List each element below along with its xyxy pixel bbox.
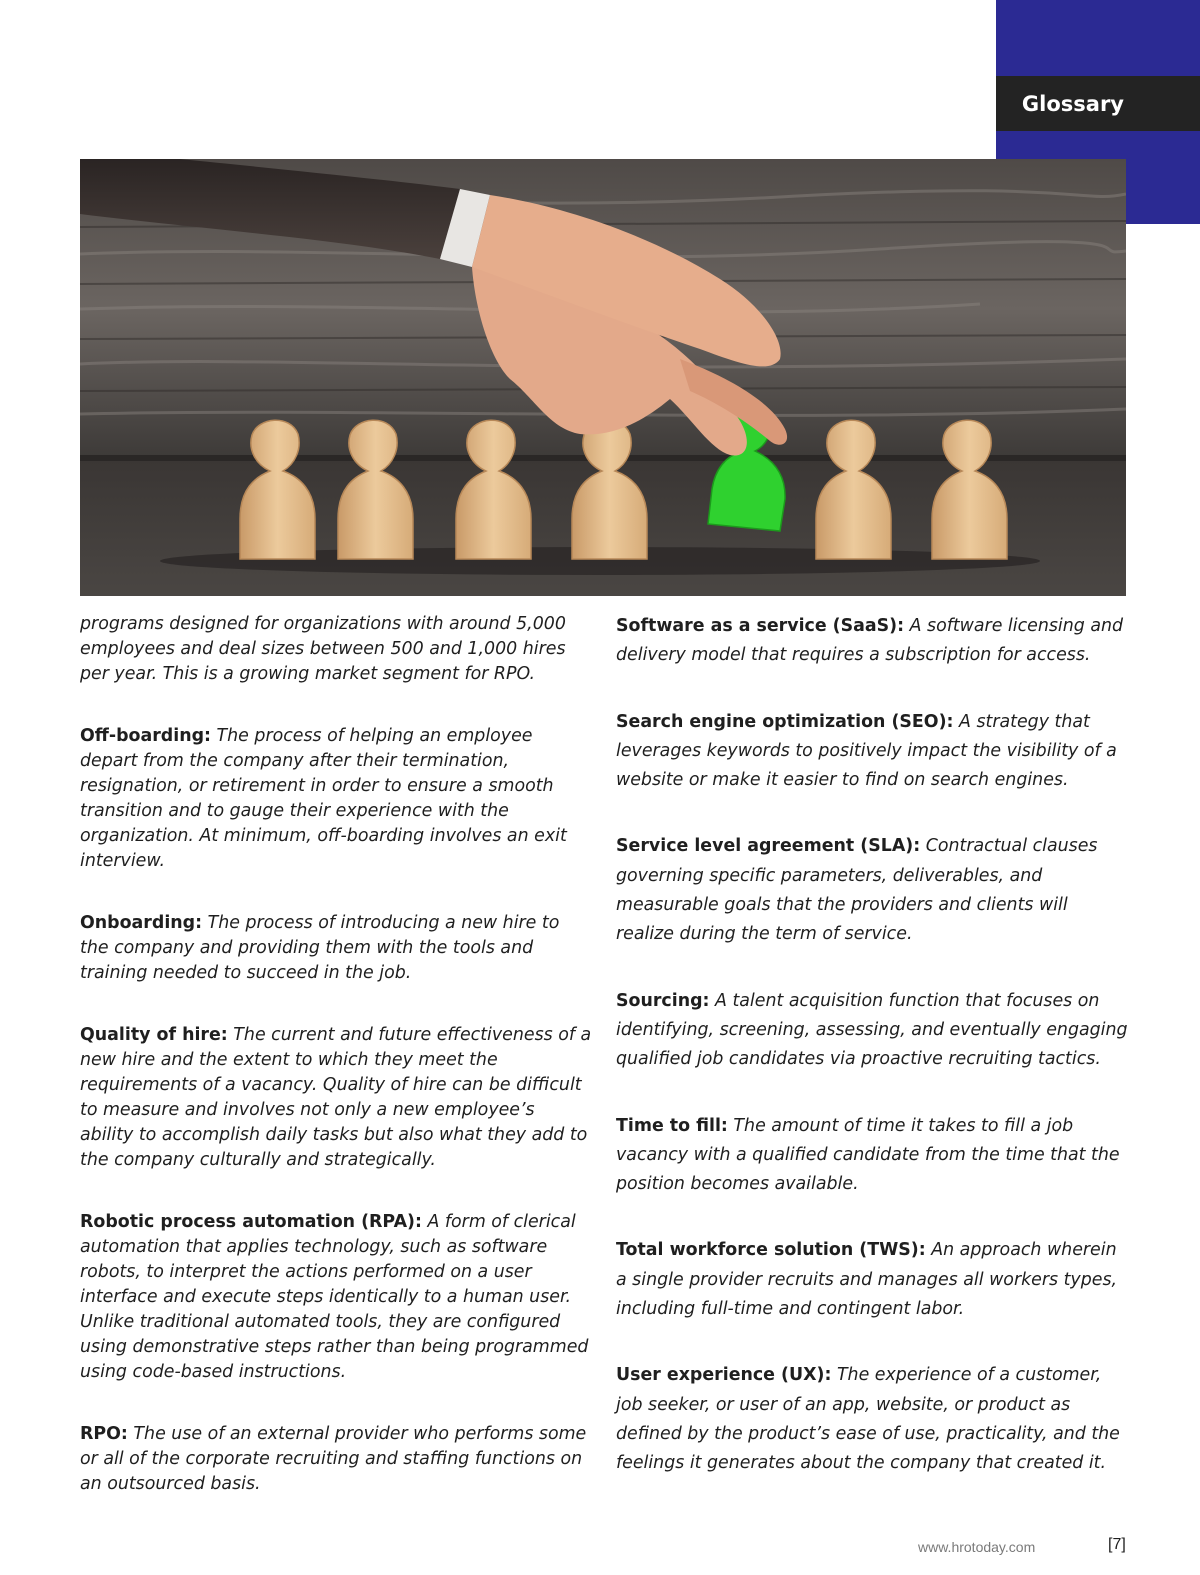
- glossary-entry: [80, 1023, 592, 1173]
- glossary-term: Time to fill:: [616, 1115, 728, 1136]
- glossary-term: Off-boarding:: [80, 726, 211, 746]
- glossary-term: Quality of hire:: [80, 1025, 228, 1045]
- glossary-entry: [80, 1422, 592, 1497]
- page-number: [7]: [1108, 1536, 1126, 1553]
- glossary-definition: The current and future effectiveness of a new hire and the extent to which they meet the requirements of a vacancy. Quality of hire can be difficult to measure and involves not only a new employee’s ability to accomplish daily tasks but also what they add to the company culturally and strategically.: [80, 1025, 592, 1170]
- glossary-term: Service level agreement (SLA):: [616, 836, 921, 857]
- glossary-term: Software as a service (SaaS):: [616, 616, 905, 636]
- glossary-term: Search engine optimization (SEO):: [616, 711, 954, 732]
- glossary-continuation: programs designed for organizations with around 5,000 employees and deal sizes between 500 and 1,000 hires per year. This is a growing market segment for RPO.: [80, 614, 566, 684]
- glossary-definition: Contractual clauses governing specific parameters, deliverables, and measurable goals that the providers and clients will realize during the term of service.: [616, 836, 1098, 945]
- glossary-definition: An approach wherein a single provider recruits and manages all workers types, including full-time and contingent labor.: [616, 1240, 1118, 1320]
- glossary-definition: The process of helping an employee depart from the company after their termination, resignation, or retirement in order to ensure a smooth transition and to gauge their experience with the organization. At minimum, off-boarding involves an exit interview.: [80, 726, 567, 871]
- glossary-entry: [80, 724, 592, 874]
- glossary-entry: [616, 612, 1128, 671]
- glossary-definition: A talent acquisition function that focuses on identifying, screening, assessing, and eventually engaging qualified job candidates via proactive recruiting tactics.: [616, 990, 1128, 1070]
- glossary-definition: The amount of time it takes to fill a job vacancy with a qualified candidate from the time that the position becomes available.: [616, 1115, 1120, 1195]
- glossary-column-right: [616, 612, 1128, 1479]
- glossary-definition: A software licensing and delivery model that requires a subscription for access.: [616, 616, 1124, 666]
- glossary-entry: [80, 1210, 592, 1385]
- glossary-entry: [616, 987, 1128, 1075]
- glossary-definition: A form of clerical automation that applies technology, such as software robots, to interpret the actions performed on a user interface and execute steps identically to a human user. Unlike traditional automated tools, they are configured using demonstrative steps rather than being programmed using code-based instructions.: [80, 1212, 589, 1382]
- glossary-definition: The experience of a customer, job seeker, or user of an app, website, or product as defined by the product’s ease of use, practicality, and the feelings it generates about the company that created it.: [616, 1365, 1120, 1474]
- glossary-column-left: [80, 612, 592, 1497]
- glossary-entry: [616, 1361, 1128, 1478]
- glossary-entry: [80, 911, 592, 986]
- glossary-definition: The use of an external provider who performs some or all of the corporate recruiting and staffing functions on an outsourced basis.: [80, 1424, 587, 1494]
- glossary-definition: A strategy that leverages keywords to positively impact the visibility of a website or make it easier to find on search engines.: [616, 711, 1117, 791]
- glossary-term: Total workforce solution (TWS):: [616, 1240, 926, 1261]
- glossary-term: User experience (UX):: [616, 1365, 832, 1386]
- glossary-entry: [616, 708, 1128, 796]
- glossary-term: Robotic process automation (RPA):: [80, 1212, 422, 1232]
- glossary-term: Sourcing:: [616, 990, 710, 1011]
- glossary-definition: The process of introducing a new hire to the company and providing them with the tools and training needed to succeed in the job.: [80, 913, 560, 983]
- footer-website[interactable]: www.hrotoday.com: [918, 1539, 1036, 1555]
- glossary-term: RPO:: [80, 1424, 128, 1444]
- hero-photo: [80, 159, 1126, 596]
- glossary-term: Onboarding:: [80, 913, 203, 933]
- glossary-entry: [616, 1236, 1128, 1324]
- section-tab-label: Glossary: [996, 76, 1200, 131]
- glossary-entry: [616, 1112, 1128, 1200]
- glossary-entry: [616, 832, 1128, 949]
